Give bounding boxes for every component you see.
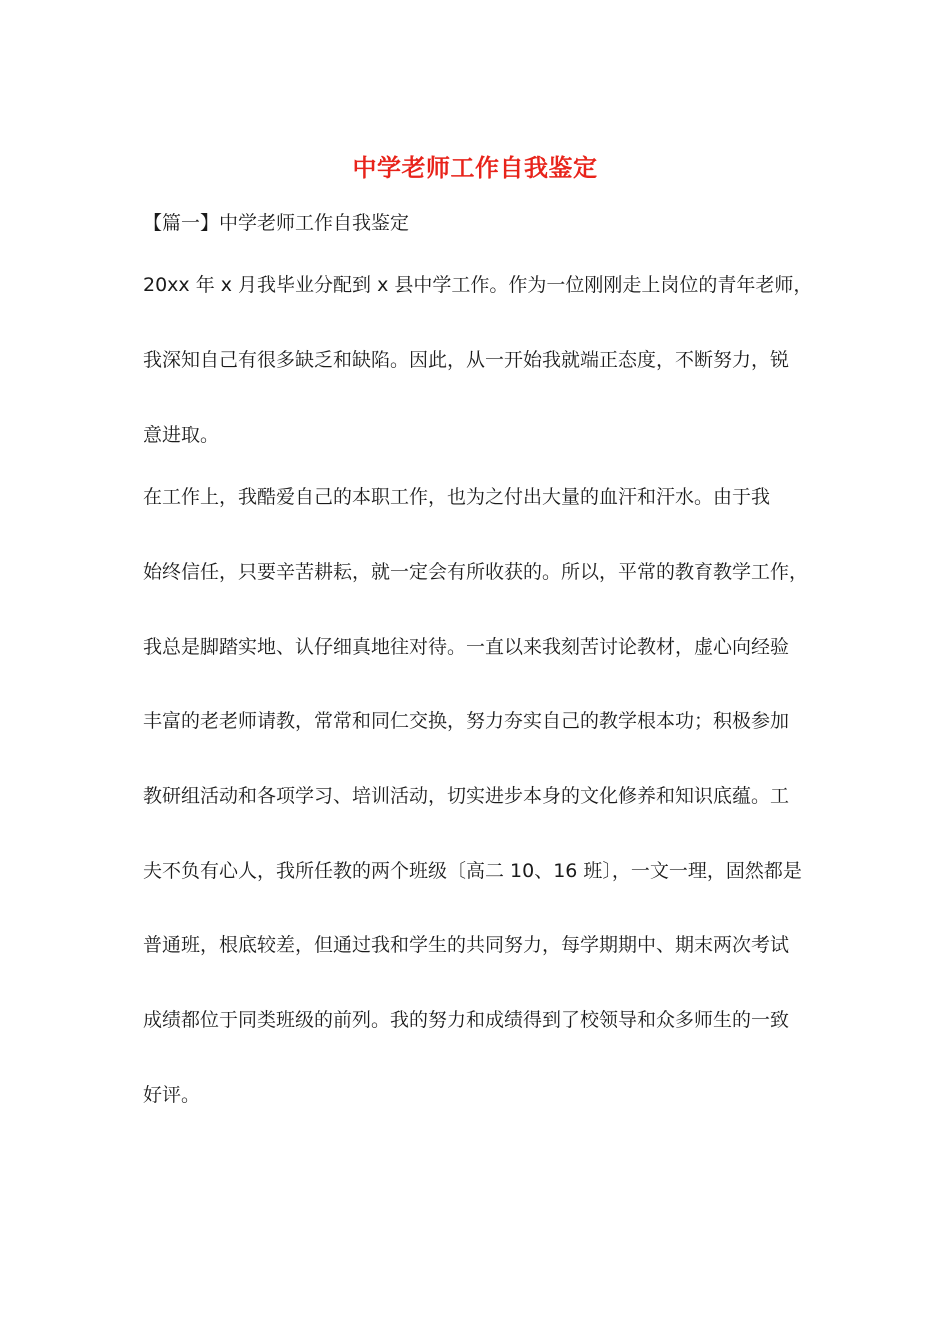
paragraph-line: 普通班，根底较差，但通过我和学生的共同努力，每学期期中、期末两次考试 [143,934,790,956]
paragraph-line: 我深知自己有很多缺乏和缺陷。因此，从一开始我就端正态度，不断努力，锐 [143,349,790,371]
paragraph-line: 好评。 [143,1084,201,1106]
document-title: 中学老师工作自我鉴定 [352,153,598,182]
paragraph-line: 夫不负有心人，我所任教的两个班级〔高二 10、16 班〕，一文一理，固然都是 [143,860,802,882]
paragraph-line: 在工作上，我酷爱自己的本职工作，也为之付出大量的血汗和汗水。由于我 [143,486,771,508]
section-heading: 【篇一】中学老师工作自我鉴定 [143,212,410,234]
paragraph-line: 丰富的老老师请教，常常和同仁交换，努力夯实自己的教学根本功；积极参加 [143,710,790,732]
paragraph-line: 意进取。 [143,424,220,446]
paragraph-line: 20xx 年 x 月我毕业分配到 x 县中学工作。作为一位刚刚走上岗位的青年老师， [143,274,813,296]
paragraph-line: 我总是脚踏实地、认仔细真地往对待。一直以来我刻苦讨论教材，虚心向经验 [143,636,790,658]
paragraph-line: 始终信任，只要辛苦耕耘，就一定会有所收获的。所以，平常的教育教学工作， [143,561,809,583]
paragraph-line: 教研组活动和各项学习、培训活动，切实进步本身的文化修养和知识底蕴。工 [143,785,790,807]
paragraph-line: 成绩都位于同类班级的前列。我的努力和成绩得到了校领导和众多师生的一致 [143,1009,790,1031]
